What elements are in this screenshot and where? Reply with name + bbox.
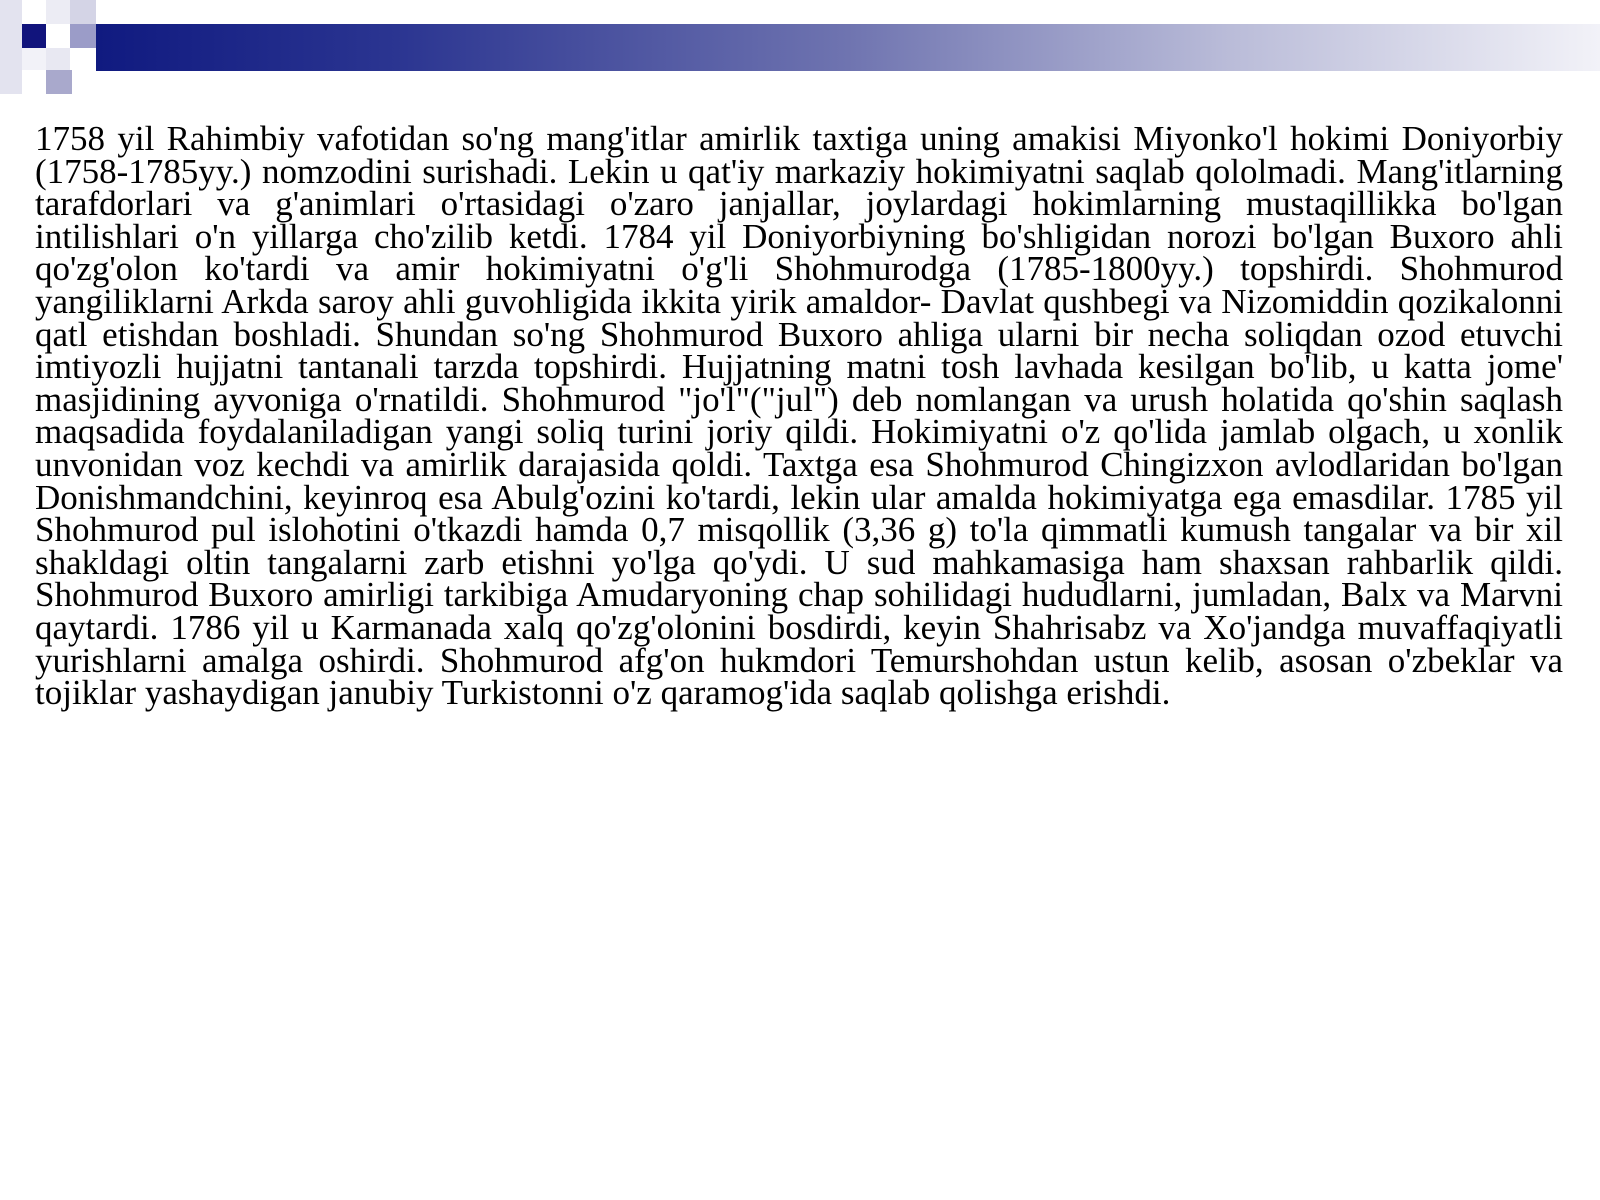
decorative-square	[46, 70, 72, 94]
decorative-square	[22, 24, 46, 48]
decorative-square	[46, 0, 70, 24]
header-gradient-bar	[96, 24, 1600, 71]
decorative-square	[22, 48, 46, 70]
body-text: 1758 yil Rahimbiy vafotidan so'ng mang'itlar amirlik taxtiga uning amakisi Miyonko'l hokimi Doniyorbiy (1758-1785yy.) nomzodini surishadi. Lekin u qat'iy markaziy hokimiyatni saqlab qololmadi. Mang'itlarning tarafdorlari va g'animlari o'rtasidagi o'zaro janjallar, joylardagi hokimlarning mustaqillikka bo'lgan intilishlari o'n yillarga cho'zilib ketdi. 1784 yil Doniyorbiyning bo'shligidan norozi bo'lgan Buxoro ahli qo'zg'olon ko'tardi va amir hokimiyatni o'g'li Shohmurodga (1785-1800yy.) topshirdi. Shohmurod yangiliklarni Arkda saroy ahli guvohligida ikkita yirik amaldor- Davlat qushbegi va Nizomiddin qozikalonni qatl etishdan boshladi. Shundan so'ng Shohmurod Buxoro ahliga ularni bir necha soliqdan ozod etuvchi imtiyozli hujjatni tantanali tarzda topshirdi. Hujjatning matni tosh lavhada kesilgan bo'lib, u katta jome' masjidining ayvoniga o'rnatildi. Shohmurod "jo'l"("jul") deb nomlangan va urush holatida qo'shin saqlash maqsadida foydalaniladigan yangi soliq turini joriy qildi. Hokimiyatni o'z qo'lida jamlab olgach, u xonlik unvonidan voz kechdi va amirlik darajasida qoldi. Taxtga esa Shohmurod Chingizxon avlodlaridan bo'lgan Donishmandchini, keyinroq esa Abulg'ozini ko'tardi, lekin ular amalda hokimiyatga ega emasdilar. 1785 yil Shohmurod pul islohotini o'tkazdi hamda 0,7 misqollik (3,36 g) to'la qimmatli kumush tangalar va bir xil shakldagi oltin tangalarni zarb etishni yo'lga qo'ydi. U sud mahkamasiga ham shaxsan rahbarlik qildi. Shohmurod Buxoro amirligi tarkibiga Amudaryoning chap sohilidagi hududlarni, jumladan, Balx va Marvni qaytardi. 1786 yil u Karmanada xalq qo'zg'olonini bosdirdi, keyin Shahrisabz va Xo'jandga muvaffaqiyatli yurishlarni amalga oshirdi. Shohmurod afg'on hukmdori Temurshohdan ustun kelib, asosan o'zbeklar va tojiklar yashaydigan janubiy Turkistonni o'z qaramog'ida saqlab qolishga erishdi.	[35, 119, 1563, 713]
decorative-square	[0, 0, 22, 94]
decorative-square	[46, 48, 70, 70]
decorative-square	[70, 0, 96, 24]
decorative-square	[70, 24, 96, 48]
